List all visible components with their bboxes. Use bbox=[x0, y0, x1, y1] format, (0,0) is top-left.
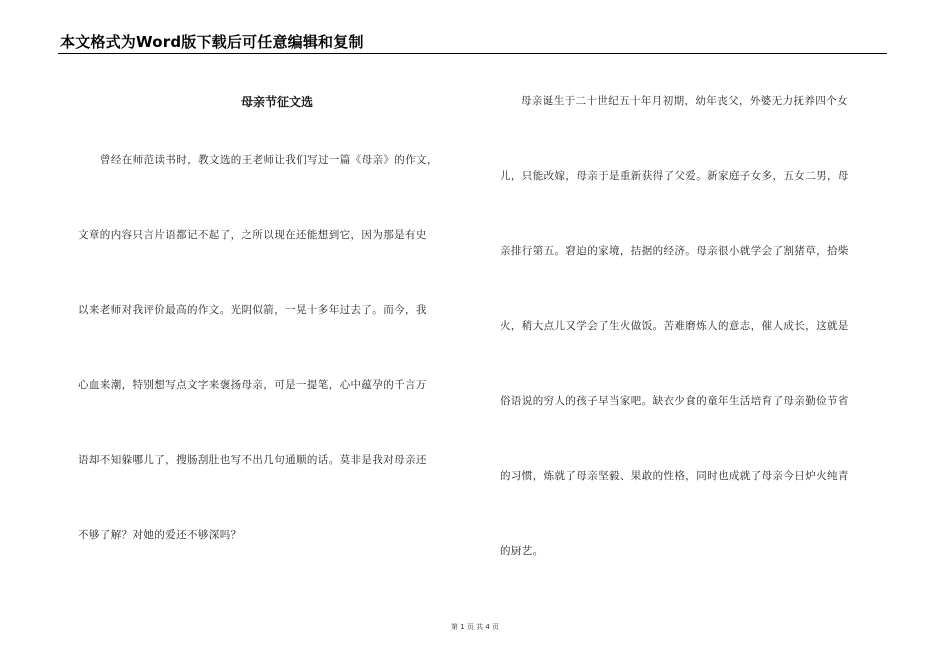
left-text-line: 曾经在师范读书时，教文选的王老师让我们写过一篇《母亲》的作文， bbox=[100, 154, 438, 166]
article-title: 母亲节征文选 bbox=[240, 95, 313, 109]
left-text-line: 不够了解？对她的爱还不够深吗？ bbox=[78, 529, 242, 541]
left-text-line: 以来老师对我评价最高的作文。光阴似箭，一晃十多年过去了。而今，我 bbox=[78, 304, 427, 316]
right-text-line: 火，稍大点儿又学会了生火做饭。苦难磨炼人的意志，催人成长，这就是 bbox=[500, 320, 849, 332]
header-divider bbox=[58, 53, 887, 54]
document-header-banner: 本文格式为Word版下载后可任意编辑和复制 bbox=[60, 33, 364, 51]
left-text-line: 心血来潮，特别想写点文字来褒扬母亲，可是一提笔，心中蕴孕的千言万 bbox=[78, 379, 427, 391]
right-text-line: 儿，只能改嫁，母亲于是重新获得了父爱。新家庭子女多，五女二男，母 bbox=[500, 170, 849, 182]
right-text-line: 俗语说的穷人的孩子早当家吧。缺衣少食的童年生活培育了母亲勤俭节省 bbox=[500, 395, 849, 407]
left-text-line: 语却不知躲哪儿了，搜肠刮肚也写不出几句通顺的话。莫非是我对母亲还 bbox=[78, 454, 427, 466]
right-text-line: 母亲诞生于二十世纪五十年月初期，幼年丧父，外婆无力抚养四个女 bbox=[521, 95, 848, 107]
right-text-line: 的厨艺。 bbox=[500, 545, 544, 557]
right-text-line: 的习惯，炼就了母亲坚毅、果敢的性格，同时也成就了母亲今日炉火纯青 bbox=[500, 470, 849, 482]
right-text-line: 亲排行第五。窘迫的家境，拮据的经济。母亲很小就学会了割猪草，拾柴 bbox=[500, 245, 849, 257]
left-text-line: 文章的内容只言片语都记不起了，之所以现在还能想到它，因为那是有史 bbox=[78, 229, 427, 241]
page-number-footer: 第 1 页 共 4 页 bbox=[450, 623, 500, 631]
